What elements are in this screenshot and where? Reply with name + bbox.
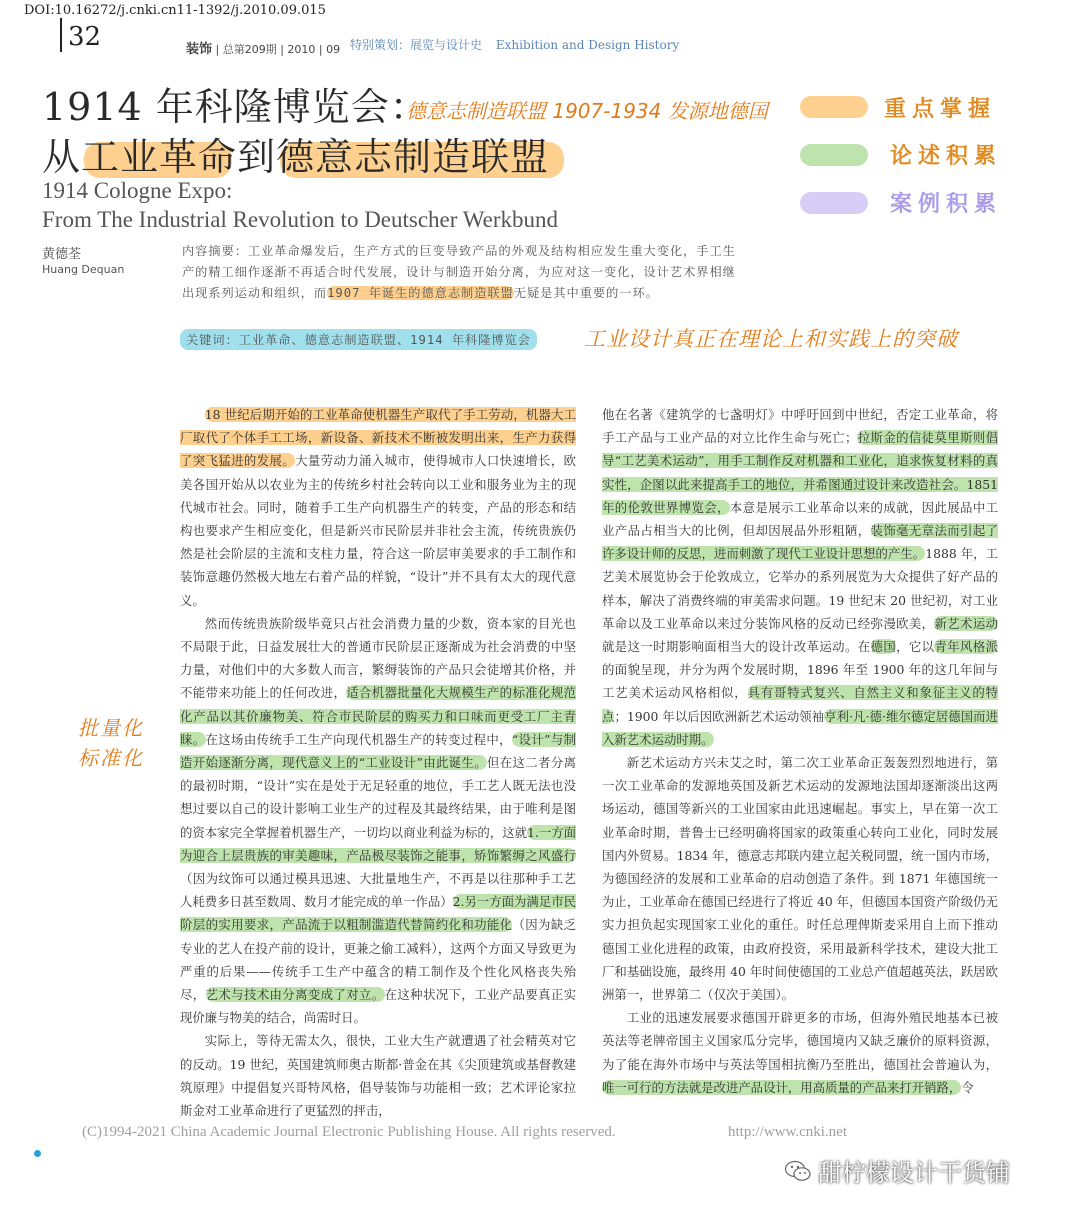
- highlight-green: 艺术与技术由分离变成了对立。: [205, 987, 385, 1003]
- highlight-green: 青年风格派: [934, 639, 999, 655]
- legend-label-key-points: 重点掌握: [884, 97, 997, 122]
- special-topic-en: Exhibition and Design History: [495, 38, 680, 52]
- page-number: 32: [68, 22, 102, 52]
- body-text: 新艺术运动方兴未艾之时，第二次工业革命正轰轰烈烈地进行，第一次工业革命的发源地英国及新艺术运动的发源地法国却逐渐淡出这两场运动，德国等新兴的工业国家由此迅速崛起。事实上，早在第一次工业革命时期，普鲁士已经明确将国家的政策重心转向工业化，同时发展国内外贸易。1834 年，德意志邦联内建立起关税同盟，统一国内市场，为德国经济的发展和工业革命的启动创造了条件。到 1871 年德国统一为止，工业革命在德国已经进行了将近 40 年，但德国本国资产阶级仍无实力担负起实现国家工业化的重任。时任总理俾斯麦采用自上而下推动德国工业化进程的政策，由政府投资，采用最新科学技术，建设大批工厂和基础设施，最终用 40 年时间使德国的工业总产值超越英法，跃居欧洲第一，世界第二（仅次于美国）。: [602, 755, 998, 1003]
- highlight-green: 装饰毫无章法而引起了许多设计师的反思，进而刺激了现代工业设计思想的产生。: [602, 523, 999, 562]
- body-text: 令: [961, 1079, 974, 1095]
- legend-swatch-arguments: [800, 144, 868, 166]
- doi-line: DOI:10.16272/j.cnki.cn11-1392/j.2010.09.015: [24, 3, 326, 18]
- paragraph: [602, 403, 998, 751]
- body-text: ；1900 年以后因欧洲新艺术运动领袖: [614, 708, 825, 724]
- abstract: [182, 241, 742, 304]
- highlight-orange: 18 世纪后期开始的工业革命使机器生产取代了手工劳动，机器大工厂取代了个体手工工场，新设备、新技术不断被发明出来，生产力获得了突飞猛进的发展。: [180, 407, 576, 469]
- body-text: 然而传统贵族阶级毕竟只占社会消费力量的少数，资本家的目光也不局限于此，日益发展壮大的普通市民阶层正逐渐成为社会消费的中坚力量，对他们中的大多数人而言，繁缛装饰的产品只会徒增其价格，并不能带来功能上的任何改进，: [180, 615, 576, 701]
- body-column-right: [602, 403, 998, 1099]
- body-text: 在这场由传统手工生产向现代机器生产的转变过程中，: [205, 731, 512, 747]
- watermark-text: 甜柠檬设计干货铺: [818, 1159, 1010, 1187]
- english-title-line-1: 1914 Cologne Expo:: [42, 178, 233, 203]
- highlight-green: “设计”与制造开始逐渐分离，现代意义上的“工业设计”由此诞生。: [180, 731, 577, 771]
- body-column-left: [180, 403, 576, 1122]
- body-text: 工业的迅速发展要求德国开辟更多的市场，但海外殖民地基本已被英法等老牌帝国主义国家瓜分完毕，德国境内又缺乏廉价的原料资源，为了能在海外市场中与英法等国相抗衡乃至胜出，德国社会普遍认为，: [602, 1010, 998, 1072]
- wechat-watermark: [784, 1153, 1010, 1188]
- body-text: 1888 年，工艺美术展览协会于伦敦成立，它举办的系列展览为大众提供了好产品的样本，解决了消费终端的审美需求问题。19 世纪末 20 世纪初，对工业革命以及工业革命以来过分装饰风格的反动已经弥漫欧美，: [602, 546, 999, 631]
- abstract-text-2: 无疑是其中重要的一环。: [513, 286, 659, 300]
- header-divider: [60, 18, 62, 52]
- legend-swatch-cases: [800, 192, 868, 214]
- copyright-notice: (C)1994-2021 China Academic Journal Electronic Publishing House. All rights reserved.: [82, 1124, 616, 1140]
- journal-info: [186, 38, 340, 57]
- special-topic: [350, 36, 679, 53]
- handwritten-keyword-note: 工业设计真正在理论上和实践上的突破: [584, 327, 958, 351]
- abstract-highlight: 1907 年诞生的德意志制造联盟: [327, 286, 514, 300]
- highlight-green: 新艺术运动: [934, 615, 999, 631]
- body-text: 但在这二者分离的最初时期，“设计”实在是处于无足轻重的地位，手工艺人既无法也没想过要以自己的设计影响工业生产的过程及其最终结果，由于唯利是图的资本家完全掌握着机器生产，一切均以商业利益为标的，这就: [180, 755, 576, 840]
- handwritten-side-note: [78, 713, 144, 773]
- highlight-green: 德国: [870, 639, 897, 655]
- english-title-line-2: From The Industrial Revolution to Deutscher Werkbund: [42, 207, 558, 232]
- paragraph: [180, 1029, 576, 1122]
- highlight-green: 亨利·凡·德·维尔德定居德国而进入新艺术运动时期。: [602, 708, 998, 747]
- cnki-url: http://www.cnki.net: [728, 1124, 848, 1140]
- blue-dot-marker: [34, 1150, 41, 1157]
- highlight-green: 唯一可行的方法就是改进产品设计，用高质量的产品来打开销路，: [602, 1079, 962, 1095]
- side-note-line-2: 标准化: [78, 746, 144, 770]
- journal-name: 装饰: [186, 42, 213, 57]
- legend-label-cases: 案例积累: [890, 192, 1003, 217]
- abstract-text-1: 内容摘要：工业革命爆发后，生产方式的巨变导致产品的外观及结构相应发生重大变化，手工生产的精工细作逐渐不再适合时代发展，设计与制造开始分离，为应对这一变化，设计艺术界相继出现系列运动和组织，而: [182, 244, 736, 300]
- special-topic-cn: 特别策划：展览与设计史: [350, 38, 483, 52]
- body-text: 在这种状况下，工业产品要真正实现价廉与物美的结合，尚需时日。: [180, 987, 577, 1026]
- body-text: （因为缺乏专业的艺人在投产前的设计，更兼之偷工减料），这两个方面又导致更为严重的后果——传统手工生产中蕴含的精工制作及个性化风格丧失殆尽，: [180, 917, 577, 1003]
- body-text: ，它以: [896, 639, 935, 655]
- legend-swatch-key-points: [800, 96, 868, 118]
- highlight-green: 具有哥特式复兴、自然主义和象征主义的特点: [602, 685, 999, 724]
- keywords: 关键词：工业革命、德意志制造联盟、1914 年科隆博览会: [180, 329, 537, 350]
- body-text: （因为纹饰可以通过模具迅速、大批量地生产，不再是以往那种手工艺人耗费多日甚至数周、数月才能完成的单一作品）: [180, 871, 576, 910]
- body-text: 实际上，等待无需太久，很快，工业大生产就遭遇了社会精英对它的反动。19 世纪，英国建筑师奥古斯都·普金在其《尖顶建筑或基督教建筑原理》中提倡复兴哥特风格，倡导装饰与功能相一致；艺术评论家拉斯金对工业革命进行了更猛烈的抨击，: [180, 1033, 576, 1119]
- paragraph: [180, 403, 576, 612]
- paragraph: [602, 1006, 998, 1099]
- wechat-icon: [784, 1159, 812, 1183]
- author-name-cn: 黄德荃: [42, 247, 82, 262]
- paragraph: [180, 612, 576, 1030]
- highlight-green: 2.另一方面为满足市民阶层的实用要求，产品流于以粗制滥造代替简约化和功能化: [180, 894, 576, 933]
- highlight-green: 拉斯金的信徒莫里斯则倡导“工艺美术运动”，用手工制作反对机器和工业化，追求恢复材料的真实性，企图以此来提高手工的地位，并希图通过设计来改造社会。1851 年的伦敦世界博览会，: [602, 430, 999, 515]
- body-text: 本意是展示工业革命以来的成就，因此展品中工业产品占相当大的比例，但却因展品外形粗陋，: [602, 499, 999, 539]
- paragraph: [602, 751, 998, 1006]
- highlight-green: 适合机器批量化大规模生产的标准化规范化产品以其价廉物美、符合市民阶层的购买力和口味而更受工厂主青睐。: [180, 685, 577, 747]
- title-line-2: 从工业革命到德意志制造联盟: [42, 135, 550, 179]
- legend-label-arguments: 论述积累: [890, 144, 1003, 169]
- side-note-line-1: 批量化: [78, 716, 144, 740]
- english-title: [42, 176, 558, 234]
- body-text: 的面貌呈现，并分为两个发展时期，1896 年至 1900 年的这几年间与工艺美术运动风格相似，: [602, 662, 998, 701]
- body-text: 大量劳动力涌入城市，使得城市人口快速增长，欧美各国开始从以农业为主的传统乡村社会转向以工业和服务业为主的现代城市社会。同时，随着手工生产向机器生产的转变，产品的形态和结构也要求产生相应变化，但是新兴市民阶层并非社会主流，传统贵族仍然是社会阶层的主流和支柱力量，符合这一阶层审美要求的手工制作和装饰意趣仍然极大地左右着产品的样貌，“设计”并不具有太大的现代意义。: [180, 453, 577, 608]
- title-line-1: 1914 年科隆博览会：: [42, 85, 429, 129]
- handwritten-title-note: 德意志制造联盟 1907-1934 发源地德国: [406, 99, 768, 123]
- journal-issue: | 总第209期 | 2010 | 09: [215, 43, 341, 56]
- body-text: 就是这一时期影响面相当大的设计改革运动。在: [602, 639, 871, 655]
- body-text: 他在名著《建筑学的七盏明灯》中呼吁回到中世纪，否定工业革命，将手工产品与工业产品的对立比作生命与死亡；: [602, 407, 998, 446]
- author-name-en: Huang Dequan: [42, 263, 125, 276]
- highlight-green: 1.一方面为迎合上层贵族的审美趣味，产品极尽装饰之能事，矫饰繁缛之风盛行: [180, 824, 576, 863]
